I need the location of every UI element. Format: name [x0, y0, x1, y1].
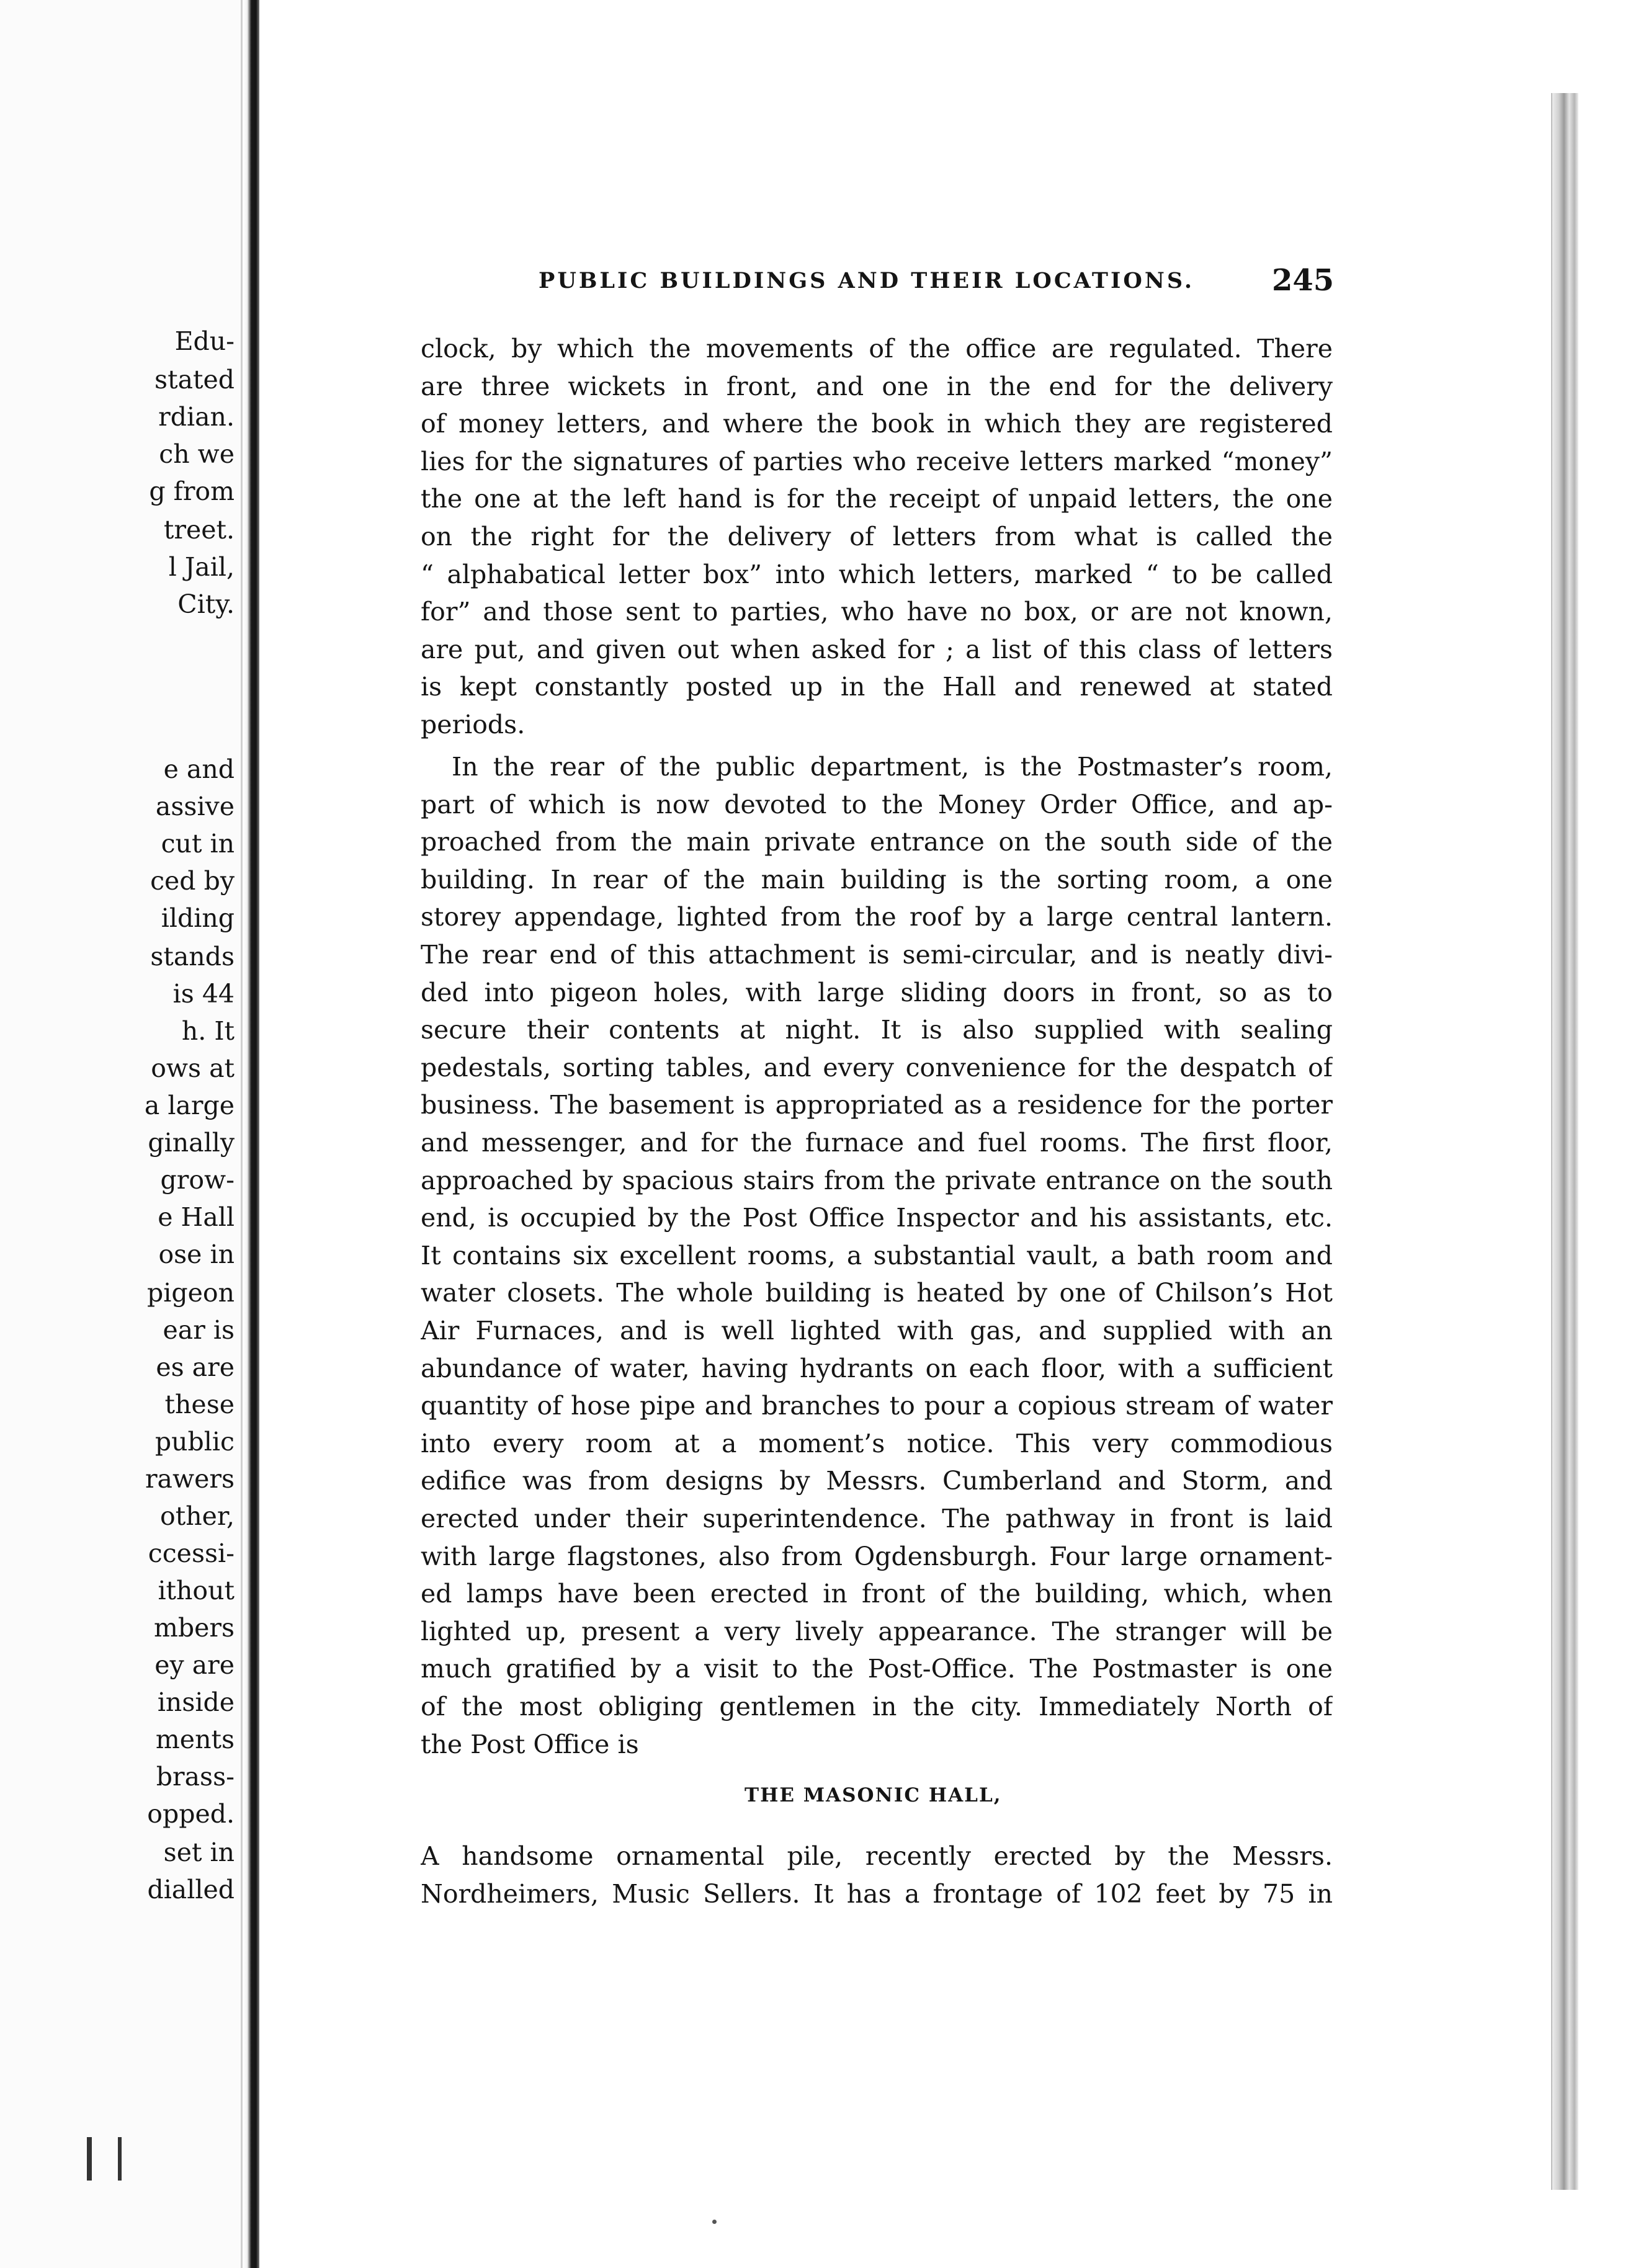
- left-page-line: e and: [163, 754, 235, 784]
- body-line: business. The basement is appropriated as a residence for the porter: [421, 1090, 1333, 1120]
- left-page-line: ows at: [151, 1053, 235, 1083]
- left-page-line: rawers: [145, 1464, 235, 1494]
- body-line: The rear end of this attachment is semi-circular, and is neatly divi-: [421, 940, 1333, 970]
- left-page-line: brass-: [156, 1762, 235, 1792]
- page-edge-mark: [118, 2137, 122, 2181]
- left-page: [0, 0, 243, 2268]
- body-line: Nordheimers, Music Sellers. It has a frontage of 102 feet by 75 in: [421, 1878, 1333, 1909]
- body-line: storey appendage, lighted from the roof by a large central lantern.: [421, 902, 1333, 932]
- body-line: periods.: [421, 710, 526, 739]
- left-page-line: treet.: [163, 515, 235, 545]
- body-line: abundance of water, having hydrants on each floor, with a sufficient: [421, 1353, 1333, 1383]
- body-line: are three wickets in front, and one in the end for the delivery: [421, 371, 1333, 401]
- left-page-line: ilding: [161, 903, 235, 933]
- section-heading: THE MASONIC HALL,: [745, 1784, 1002, 1806]
- left-page-line: stands: [150, 942, 235, 971]
- body-line: building. In rear of the main building is the sorting room, a one: [421, 864, 1333, 895]
- body-line: are put, and given out when asked for ; a list of this class of letters: [421, 634, 1333, 664]
- left-page-line: inside: [157, 1687, 235, 1717]
- left-page-line: ose in: [158, 1239, 235, 1269]
- left-page-line: these: [164, 1390, 235, 1419]
- left-page-line: public: [154, 1427, 235, 1457]
- left-page-line: ginally: [148, 1128, 235, 1158]
- body-line: ed lamps have been erected in front of the building, which, when: [421, 1579, 1333, 1609]
- left-page-line: grow-: [160, 1165, 235, 1195]
- body-line: ded into pigeon holes, with large sliding doors in front, so as to: [421, 977, 1333, 1007]
- speck: [712, 2220, 717, 2224]
- left-page-line: pigeon: [147, 1278, 235, 1308]
- body-line: with large flagstones, also from Ogdensburgh. Four large ornament-: [421, 1541, 1333, 1571]
- left-page-line: ccessi-: [148, 1538, 235, 1568]
- body-line: approached by spacious stairs from the private entrance on the south: [421, 1165, 1333, 1195]
- left-page-line: ced by: [150, 866, 235, 896]
- body-line: quantity of hose pipe and branches to pour a copious stream of water: [421, 1391, 1333, 1421]
- left-page-line: is 44: [172, 979, 235, 1009]
- body-line: secure their contents at night. It is also supplied with sealing: [421, 1015, 1333, 1045]
- page-edge-mark: [87, 2137, 92, 2181]
- body-line: lighted up, present a very lively appearance. The stranger will be: [421, 1616, 1333, 1646]
- left-page-line: g from: [149, 476, 235, 506]
- left-page-line: l Jail,: [168, 552, 235, 582]
- left-page-line: ch we: [159, 439, 235, 469]
- body-line: end, is occupied by the Post Office Inspector and his assistants, etc.: [421, 1203, 1333, 1233]
- body-line: the one at the left hand is for the receipt of unpaid letters, the one: [421, 484, 1333, 514]
- body-line: clock, by which the movements of the office are regulated. There: [421, 334, 1333, 364]
- left-page-line: rdian.: [158, 402, 235, 432]
- body-line: into every room at a moment’s notice. This very commodious: [421, 1428, 1333, 1458]
- left-page-line: assive: [155, 792, 235, 821]
- body-line: Air Furnaces, and is well lighted with gas, and supplied with an: [421, 1316, 1333, 1346]
- body-line: erected under their superintendence. The pathway in front is laid: [421, 1504, 1333, 1534]
- left-page-line: cut in: [161, 829, 235, 859]
- left-page-line: h. It: [181, 1016, 235, 1046]
- book-gutter: [243, 0, 259, 2268]
- left-page-line: a large: [144, 1091, 235, 1120]
- body-line: part of which is now devoted to the Money Order Office, and ap-: [421, 789, 1333, 819]
- body-line: of money letters, and where the book in which they are registered: [421, 409, 1333, 439]
- left-page-line: dialled: [147, 1875, 235, 1904]
- page-edge: [1551, 93, 1578, 2190]
- left-page-line: opped.: [147, 1799, 235, 1829]
- left-page-line: Edu-: [174, 326, 235, 356]
- body-line: and messenger, and for the furnace and fuel rooms. The first floor,: [421, 1128, 1333, 1158]
- left-page-line: ey are: [154, 1650, 235, 1680]
- body-line: In the rear of the public department, is the Postmaster’s room,: [452, 752, 1333, 782]
- page-number: 245: [1272, 263, 1335, 298]
- body-line: of the most obliging gentlemen in the city. Immediately North of: [421, 1692, 1333, 1721]
- body-line: is kept constantly posted up in the Hall and renewed at stated: [421, 672, 1333, 702]
- body-line: pedestals, sorting tables, and every convenience for the despatch of: [421, 1052, 1333, 1083]
- left-page-line: es are: [156, 1352, 235, 1382]
- left-page-line: set in: [163, 1837, 235, 1867]
- left-page-line: other,: [160, 1501, 235, 1531]
- left-page-line: City.: [177, 589, 235, 619]
- left-page-line: e Hall: [158, 1202, 235, 1232]
- left-page-line: ithout: [158, 1576, 235, 1605]
- body-line: A handsome ornamental pile, recently erected by the Messrs.: [421, 1841, 1333, 1871]
- left-page-line: stated: [154, 365, 235, 395]
- left-page-line: ear is: [163, 1315, 235, 1345]
- body-line: much gratified by a visit to the Post-Office. The Postmaster is one: [421, 1654, 1333, 1684]
- left-page-line: mbers: [153, 1613, 235, 1643]
- body-line: proached from the main private entrance on the south side of the: [421, 827, 1333, 857]
- body-line: the Post Office is: [421, 1729, 639, 1759]
- running-head: PUBLIC BUILDINGS AND THEIR LOCATIONS.: [539, 268, 1195, 293]
- left-page-line: ments: [155, 1725, 235, 1754]
- body-line: water closets. The whole building is heated by one of Chilson’s Hot: [421, 1278, 1333, 1308]
- body-line: It contains six excellent rooms, a substantial vault, a bath room and: [421, 1240, 1333, 1270]
- body-line: on the right for the delivery of letters from what is called the: [421, 522, 1333, 551]
- body-line: for” and those sent to parties, who have no box, or are not known,: [421, 597, 1333, 627]
- body-line: lies for the signatures of parties who receive letters marked “money”: [421, 446, 1333, 476]
- body-line: “ alphabatical letter box” into which letters, marked “ to be called: [421, 559, 1333, 589]
- body-line: edifice was from designs by Messrs. Cumberland and Storm, and: [421, 1466, 1333, 1496]
